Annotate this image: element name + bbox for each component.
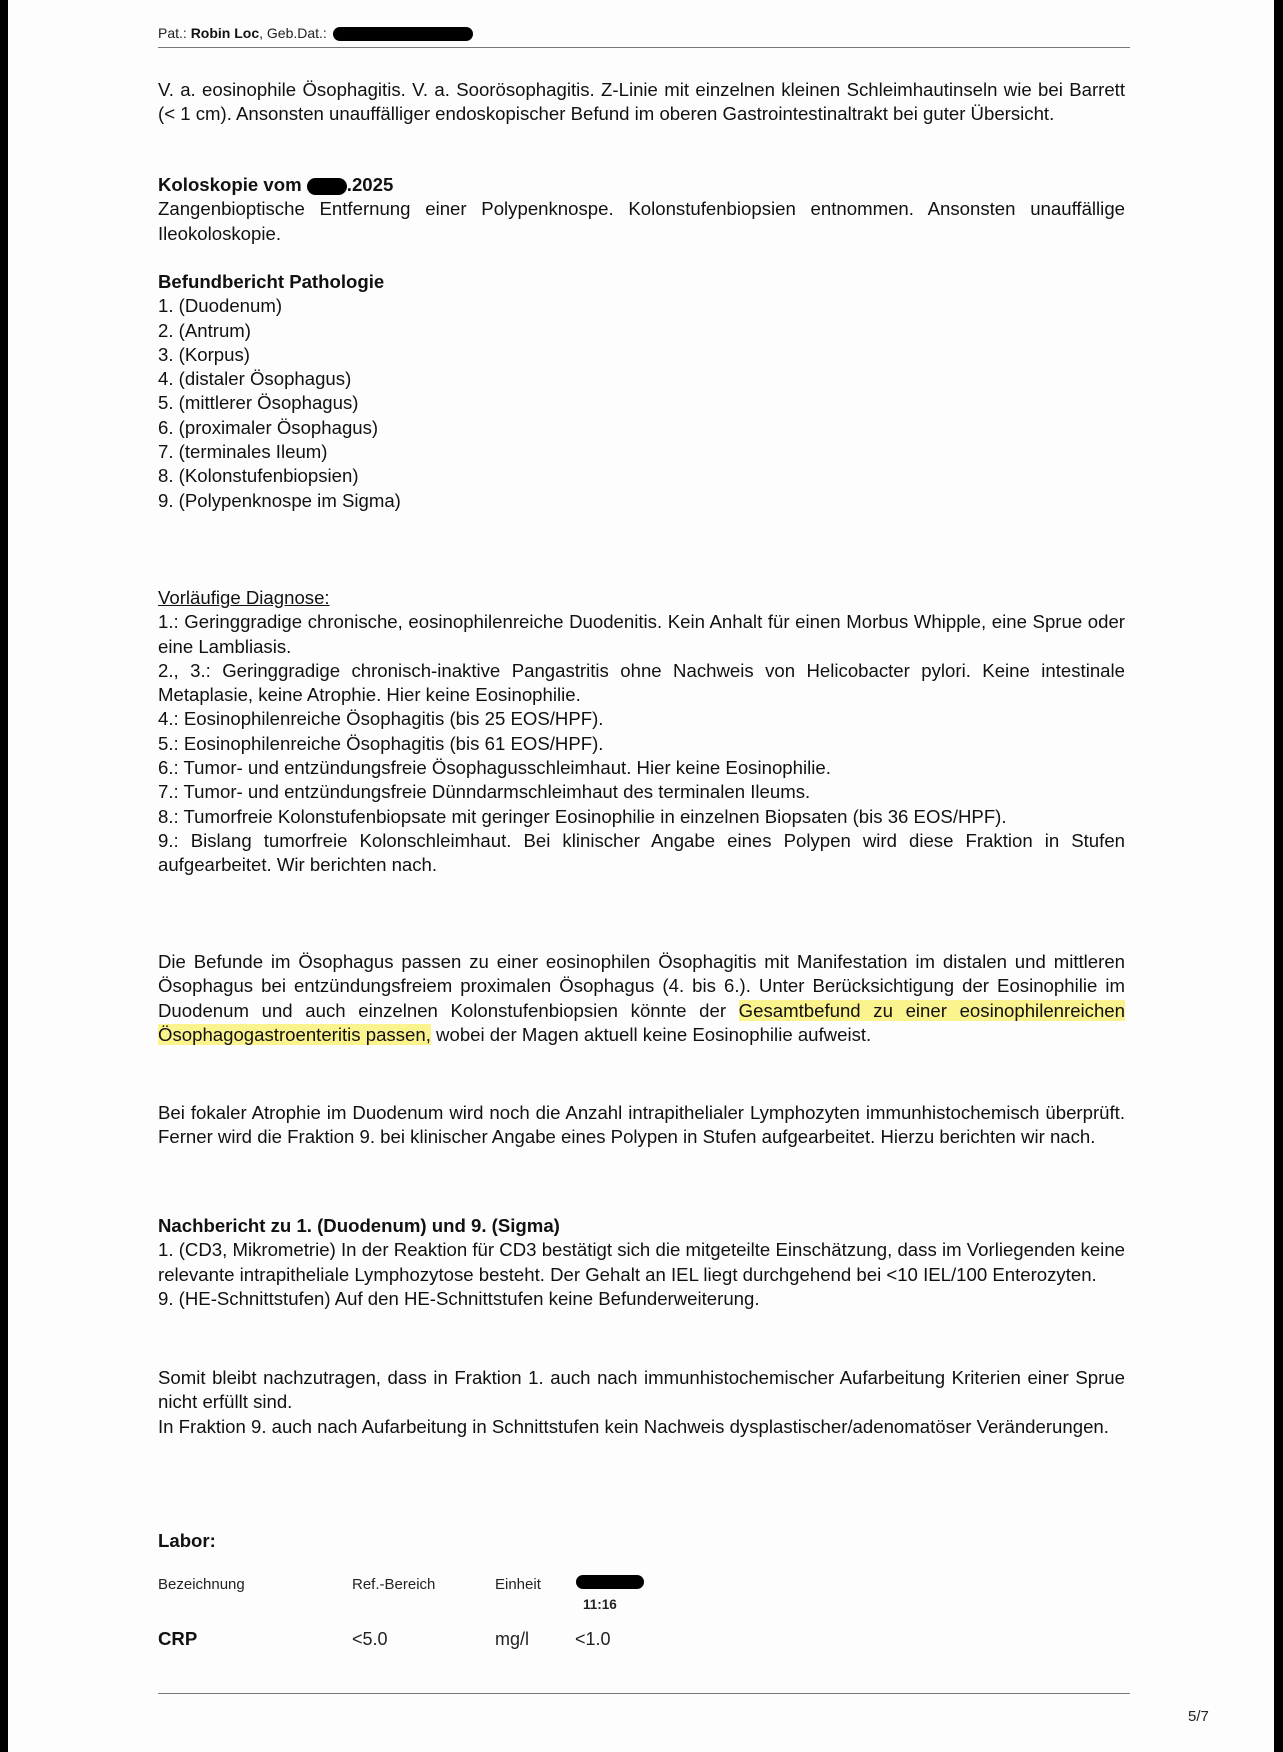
patient-header <box>158 25 473 41</box>
lab-row-value: <1.0 <box>575 1629 611 1649</box>
list-item: 9. (Polypenknospe im Sigma) <box>158 489 401 511</box>
koloskopie-text: Zangenbioptische Entfernung einer Polypenknospe. Kolonstufenbiopsien entnommen. Ansonsten unauffällige Ileokoloskopie. <box>158 198 1125 244</box>
specimen-list <box>158 294 1125 513</box>
list-item: 2. (Antrum) <box>158 319 251 341</box>
document-page <box>8 0 1274 1752</box>
header-divider <box>158 47 1130 48</box>
lab-row-name: CRP <box>158 1628 198 1649</box>
col-header-time: 11:16 <box>583 1597 617 1612</box>
diagnose-section <box>158 586 1125 878</box>
lab-row-unit: mg/l <box>495 1629 530 1649</box>
somit-line-1: Somit bleibt nachzutragen, dass in Fraktion 1. auch nach immunhistochemischer Aufarbeitung Kriterien einer Sprue nicht erfüllt sind. <box>158 1367 1125 1413</box>
patient-label: Pat.: <box>158 25 187 41</box>
somit-section <box>158 1366 1125 1439</box>
col-header-ref: Ref.-Bereich <box>352 1576 436 1593</box>
list-item: 4. (distaler Ösophagus) <box>158 368 352 390</box>
somit-line-2: In Fraktion 9. auch nach Aufarbeitung in Schnittstufen kein Nachweis dysplastischer/adenomatöser Veränderungen. <box>158 1415 1109 1437</box>
diagnose-item: 5.: Eosinophilenreiche Ösophagitis (bis 61 EOS/HPF). <box>158 732 604 754</box>
nachbericht-item-9: 9. (HE-Schnittstufen) Auf den HE-Schnittstufen keine Befunderweiterung. <box>158 1287 760 1309</box>
diagnose-item: 6.: Tumor- und entzündungsfreie Ösophagusschleimhaut. Hier keine Eosinophilie. <box>158 757 831 779</box>
col-header-date-redaction <box>576 1575 644 1589</box>
nachbericht-title: Nachbericht zu 1. (Duodenum) und 9. (Sigma) <box>158 1215 560 1236</box>
diagnose-item: 7.: Tumor- und entzündungsfreie Dünndarmschleimhaut des terminalen Ileums. <box>158 781 811 803</box>
diagnose-item: 1.: Geringgradige chronische, eosinophilenreiche Duodenitis. Kein Anhalt für einen Morbus Whipple, eine Sprue oder eine Lambliasis. <box>158 611 1125 657</box>
footer-divider <box>158 1693 1130 1694</box>
date-redaction <box>307 178 347 195</box>
befunde-section <box>158 950 1125 1047</box>
koloskopie-title: Koloskopie vom .2025 <box>158 174 394 195</box>
diagnose-item: 4.: Eosinophilenreiche Ösophagitis (bis 25 EOS/HPF). <box>158 708 604 730</box>
highlighted-text: Gesamtbefund zu einer eosinophilenreichen Ösophagogastroenteritis passen, <box>158 999 1125 1045</box>
diagnose-item: 9.: Bislang tumorfreie Kolonschleimhaut. Bei klinischer Angabe eines Polypen wird diese Fraktion in Stufen aufgearbeitet. Wir berichten nach. <box>158 829 1125 876</box>
diagnose-item: 8.: Tumorfreie Kolonstufenbiopsate mit geringer Eosinophilie in einzelnen Biopsaten (bis 36 EOS/HPF). <box>158 805 1007 827</box>
birthdate-label: , Geb.Dat.: <box>259 25 327 41</box>
lab-row-ref: <5.0 <box>352 1629 388 1649</box>
intro-section <box>158 78 1125 127</box>
nachbericht-section <box>158 1214 1125 1311</box>
list-item: 8. (Kolonstufenbiopsien) <box>158 465 359 487</box>
diagnose-item: 2., 3.: Geringgradige chronisch-inaktive Pangastritis ohne Nachweis von Helicobacter pylori. Keine intestinale Metaplasie, keine Atrophie. Hier keine Eosinophilie. <box>158 659 1125 706</box>
atrophie-paragraph: Bei fokaler Atrophie im Duodenum wird noch die Anzahl intrapithelialer Lymphozyten immunhistochemisch überprüft. Ferner wird die Fraktion 9. bei klinischer Angabe eines Polypen in Stufen aufgearbeitet. Hierzu berichten wir nach. <box>158 1102 1125 1148</box>
col-header-bezeichnung: Bezeichnung <box>158 1576 245 1593</box>
pathologie-section <box>158 270 1125 513</box>
koloskopie-section <box>158 173 1125 246</box>
list-item: 1. (Duodenum) <box>158 295 283 317</box>
intro-paragraph: V. a. eosinophile Ösophagitis. V. a. Soorösophagitis. Z-Linie mit einzelnen kleinen Schleimhautinseln wie bei Barrett (< 1 cm). Ansonsten unauffälliger endoskopischer Befund im oberen Gastrointestinaltrakt bei guter Übersicht. <box>158 79 1125 125</box>
birthdate-redaction <box>333 27 473 41</box>
list-item: 3. (Korpus) <box>158 343 250 365</box>
list-item: 7. (terminales Ileum) <box>158 441 328 463</box>
patient-name: Robin Loc <box>190 25 260 41</box>
list-item: 6. (proximaler Ösophagus) <box>158 416 379 438</box>
nachbericht-item-1: 1. (CD3, Mikrometrie) In der Reaktion für CD3 bestätigt sich die mitgeteilte Einschätzung, dass im Vorliegenden keine relevante intrapitheliale Lymphozytose besteht. Der Gehalt an IEL liegt durchgehend bei <10 IEL/100 Enterozyten. <box>158 1239 1125 1285</box>
list-item: 5. (mittlerer Ösophagus) <box>158 392 359 414</box>
diagnose-title: Vorläufige Diagnose: <box>158 587 330 608</box>
befunde-paragraph: Die Befunde im Ösophagus passen zu einer eosinophilen Ösophagitis mit Manifestation im distalen und mittleren Ösophagus bei entzündungsfreiem proximalen Ösophagus (4. bis 6.). Unter Berücksichtigung der Eosinophilie im Duodenum und auch einzelnen Kolonstufenbiopsien könnte der Gesamtbefund zu einer eosinophilenreichen Ösophagogastroenteritis passen, wobei der Magen aktuell keine Eosinophilie aufweist. <box>158 951 1125 1045</box>
col-header-einheit: Einheit <box>495 1576 541 1593</box>
page-number: 5/7 <box>1188 1708 1209 1725</box>
atrophie-section <box>158 1101 1125 1150</box>
pathologie-title: Befundbericht Pathologie <box>158 271 385 292</box>
labor-title: Labor: <box>158 1530 216 1551</box>
